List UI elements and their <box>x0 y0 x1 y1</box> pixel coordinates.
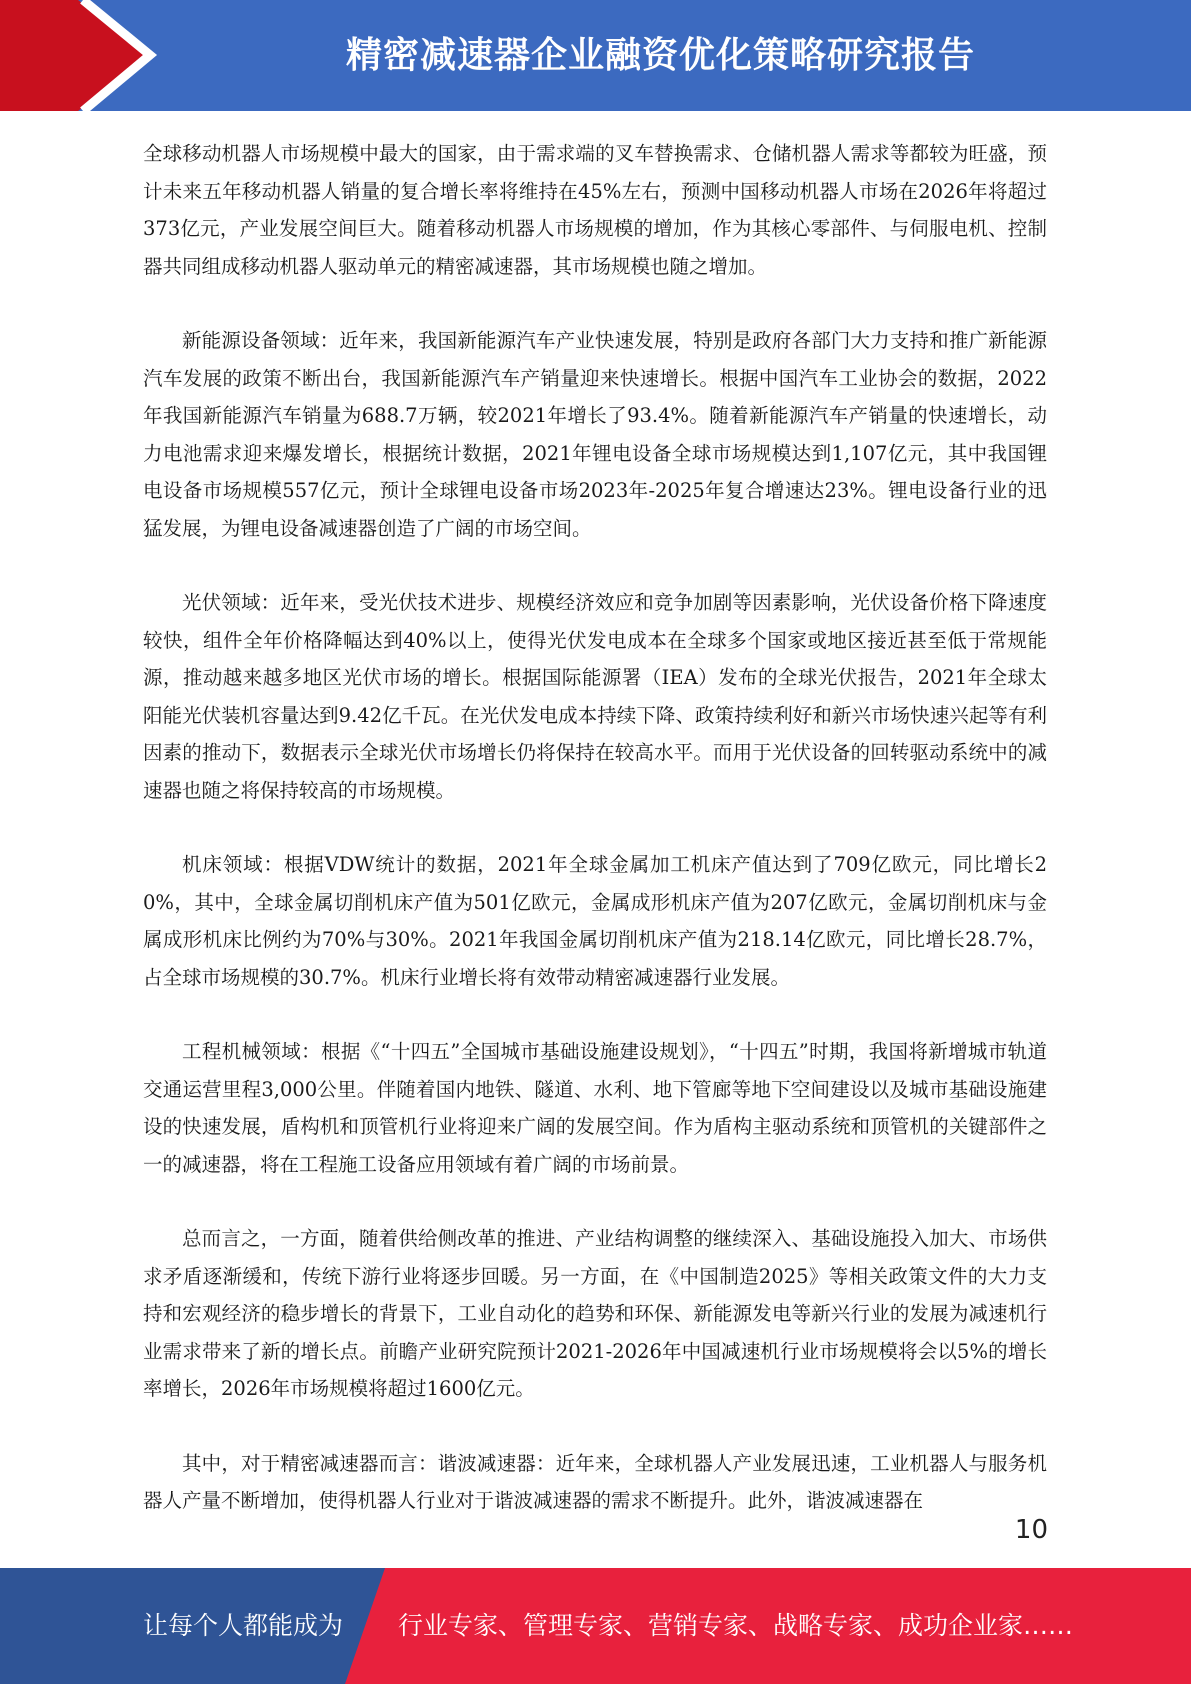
paragraph-harmonic-reducer: 其中，对于精密减速器而言：谐波减速器：近年来，全球机器人产业发展迅速，工业机器人与服务机器人产量不断增加，使得机器人行业对于谐波减速器的需求不断提升。此外，谐波减速器在 <box>143 1451 1047 1512</box>
paragraph-mobile-robots: 全球移动机器人市场规模中最大的国家，由于需求端的叉车替换需求、仓储机器人需求等都较为旺盛，预计未来五年移动机器人销量的复合增长率将维持在45%左右，预测中国移动机器人市场在2026年将超过373亿元，产业发展空间巨大。随着移动机器人市场规模的增加，作为其核心零部件、与伺服电机、控制器共同组成移动机器人驱动单元的精密减速器，其市场规模也随之增加。 <box>143 142 1047 278</box>
page-footer <box>0 1568 1191 1684</box>
document-body <box>143 135 1047 1557</box>
paragraph-machine-tools: 机床领域：根据VDW统计的数据，2021年全球金属加工机床产值达到了709亿欧元，同比增长20%，其中，全球金属切削机床产值为501亿欧元，金属成形机床产值为207亿欧元，金属切削机床与金属成形机床比例约为70%与30%。2021年我国金属切削机床产值为218.14亿欧元，同比增长28.7%，占全球市场规模的30.7%。机床行业增长将有效带动精密减速器行业发展。 <box>143 853 1047 989</box>
paragraph-construction-machinery: 工程机械领域：根据《“十四五”全国城市基础设施建设规划》，“十四五”时期，我国将新增城市轨道交通运营里程3,000公里。伴随着国内地铁、隧道、水利、地下管廊等地下空间建设以及城市基础设施建设的快速发展，盾构机和顶管机行业将迎来广阔的发展空间。作为盾构主驱动系统和顶管机的关键部件之一的减速器，将在工程施工设备应用领域有着广阔的市场前景。 <box>143 1040 1047 1176</box>
page-number: 10 <box>1014 1515 1048 1545</box>
report-title: 精密减速器企业融资优化策略研究报告 <box>345 35 975 76</box>
footer-slogan-left: 让每个人都能成为 <box>143 1611 344 1640</box>
paragraph-summary: 总而言之，一方面，随着供给侧改革的推进、产业结构调整的继续深入、基础设施投入加大、市场供求矛盾逐渐缓和，传统下游行业将逐步回暖。另一方面，在《中国制造2025》等相关政策文件的大力支持和宏观经济的稳步增长的背景下，工业自动化的趋势和环保、新能源发电等新兴行业的发展为减速机行业需求带来了新的增长点。前瞻产业研究院预计2021-2026年中国减速机行业市场规模将会以5%的增长率增长，2026年市场规模将超过1600亿元。 <box>143 1227 1047 1400</box>
page-header <box>0 0 1191 111</box>
paragraph-photovoltaic: 光伏领域：近年来，受光伏技术进步、规模经济效应和竞争加剧等因素影响，光伏设备价格下降速度较快，组件全年价格降幅达到40%以上，使得光伏发电成本在全球多个国家或地区接近甚至低于常规能源，推动越来越多地区光伏市场的增长。根据国际能源署（IEA）发布的全球光伏报告，2021年全球太阳能光伏装机容量达到9.42亿千瓦。在光伏发电成本持续下降、政策持续利好和新兴市场快速兴起等有利因素的推动下，数据表示全球光伏市场增长仍将保持在较高水平。而用于光伏设备的回转驱动系统中的减速器也随之将保持较高的市场规模。 <box>143 591 1047 802</box>
paragraph-new-energy: 新能源设备领域：近年来，我国新能源汽车产业快速发展，特别是政府各部门大力支持和推广新能源汽车发展的政策不断出台，我国新能源汽车产销量迎来快速增长。根据中国汽车工业协会的数据，2022年我国新能源汽车销量为688.7万辆，较2021年增长了93.4%。随着新能源汽车产销量的快速增长，动力电池需求迎来爆发增长，根据统计数据，2021年锂电设备全球市场规模达到1,107亿元，其中我国锂电设备市场规模557亿元，预计全球锂电设备市场2023年-2025年复合增速达23%。锂电设备行业的迅猛发展，为锂电设备减速器创造了广阔的市场空间。 <box>143 329 1047 540</box>
footer-slogan-right: 行业专家、管理专家、营销专家、战略专家、成功企业家…… <box>398 1611 1074 1640</box>
red-arrow-shape <box>0 0 150 111</box>
